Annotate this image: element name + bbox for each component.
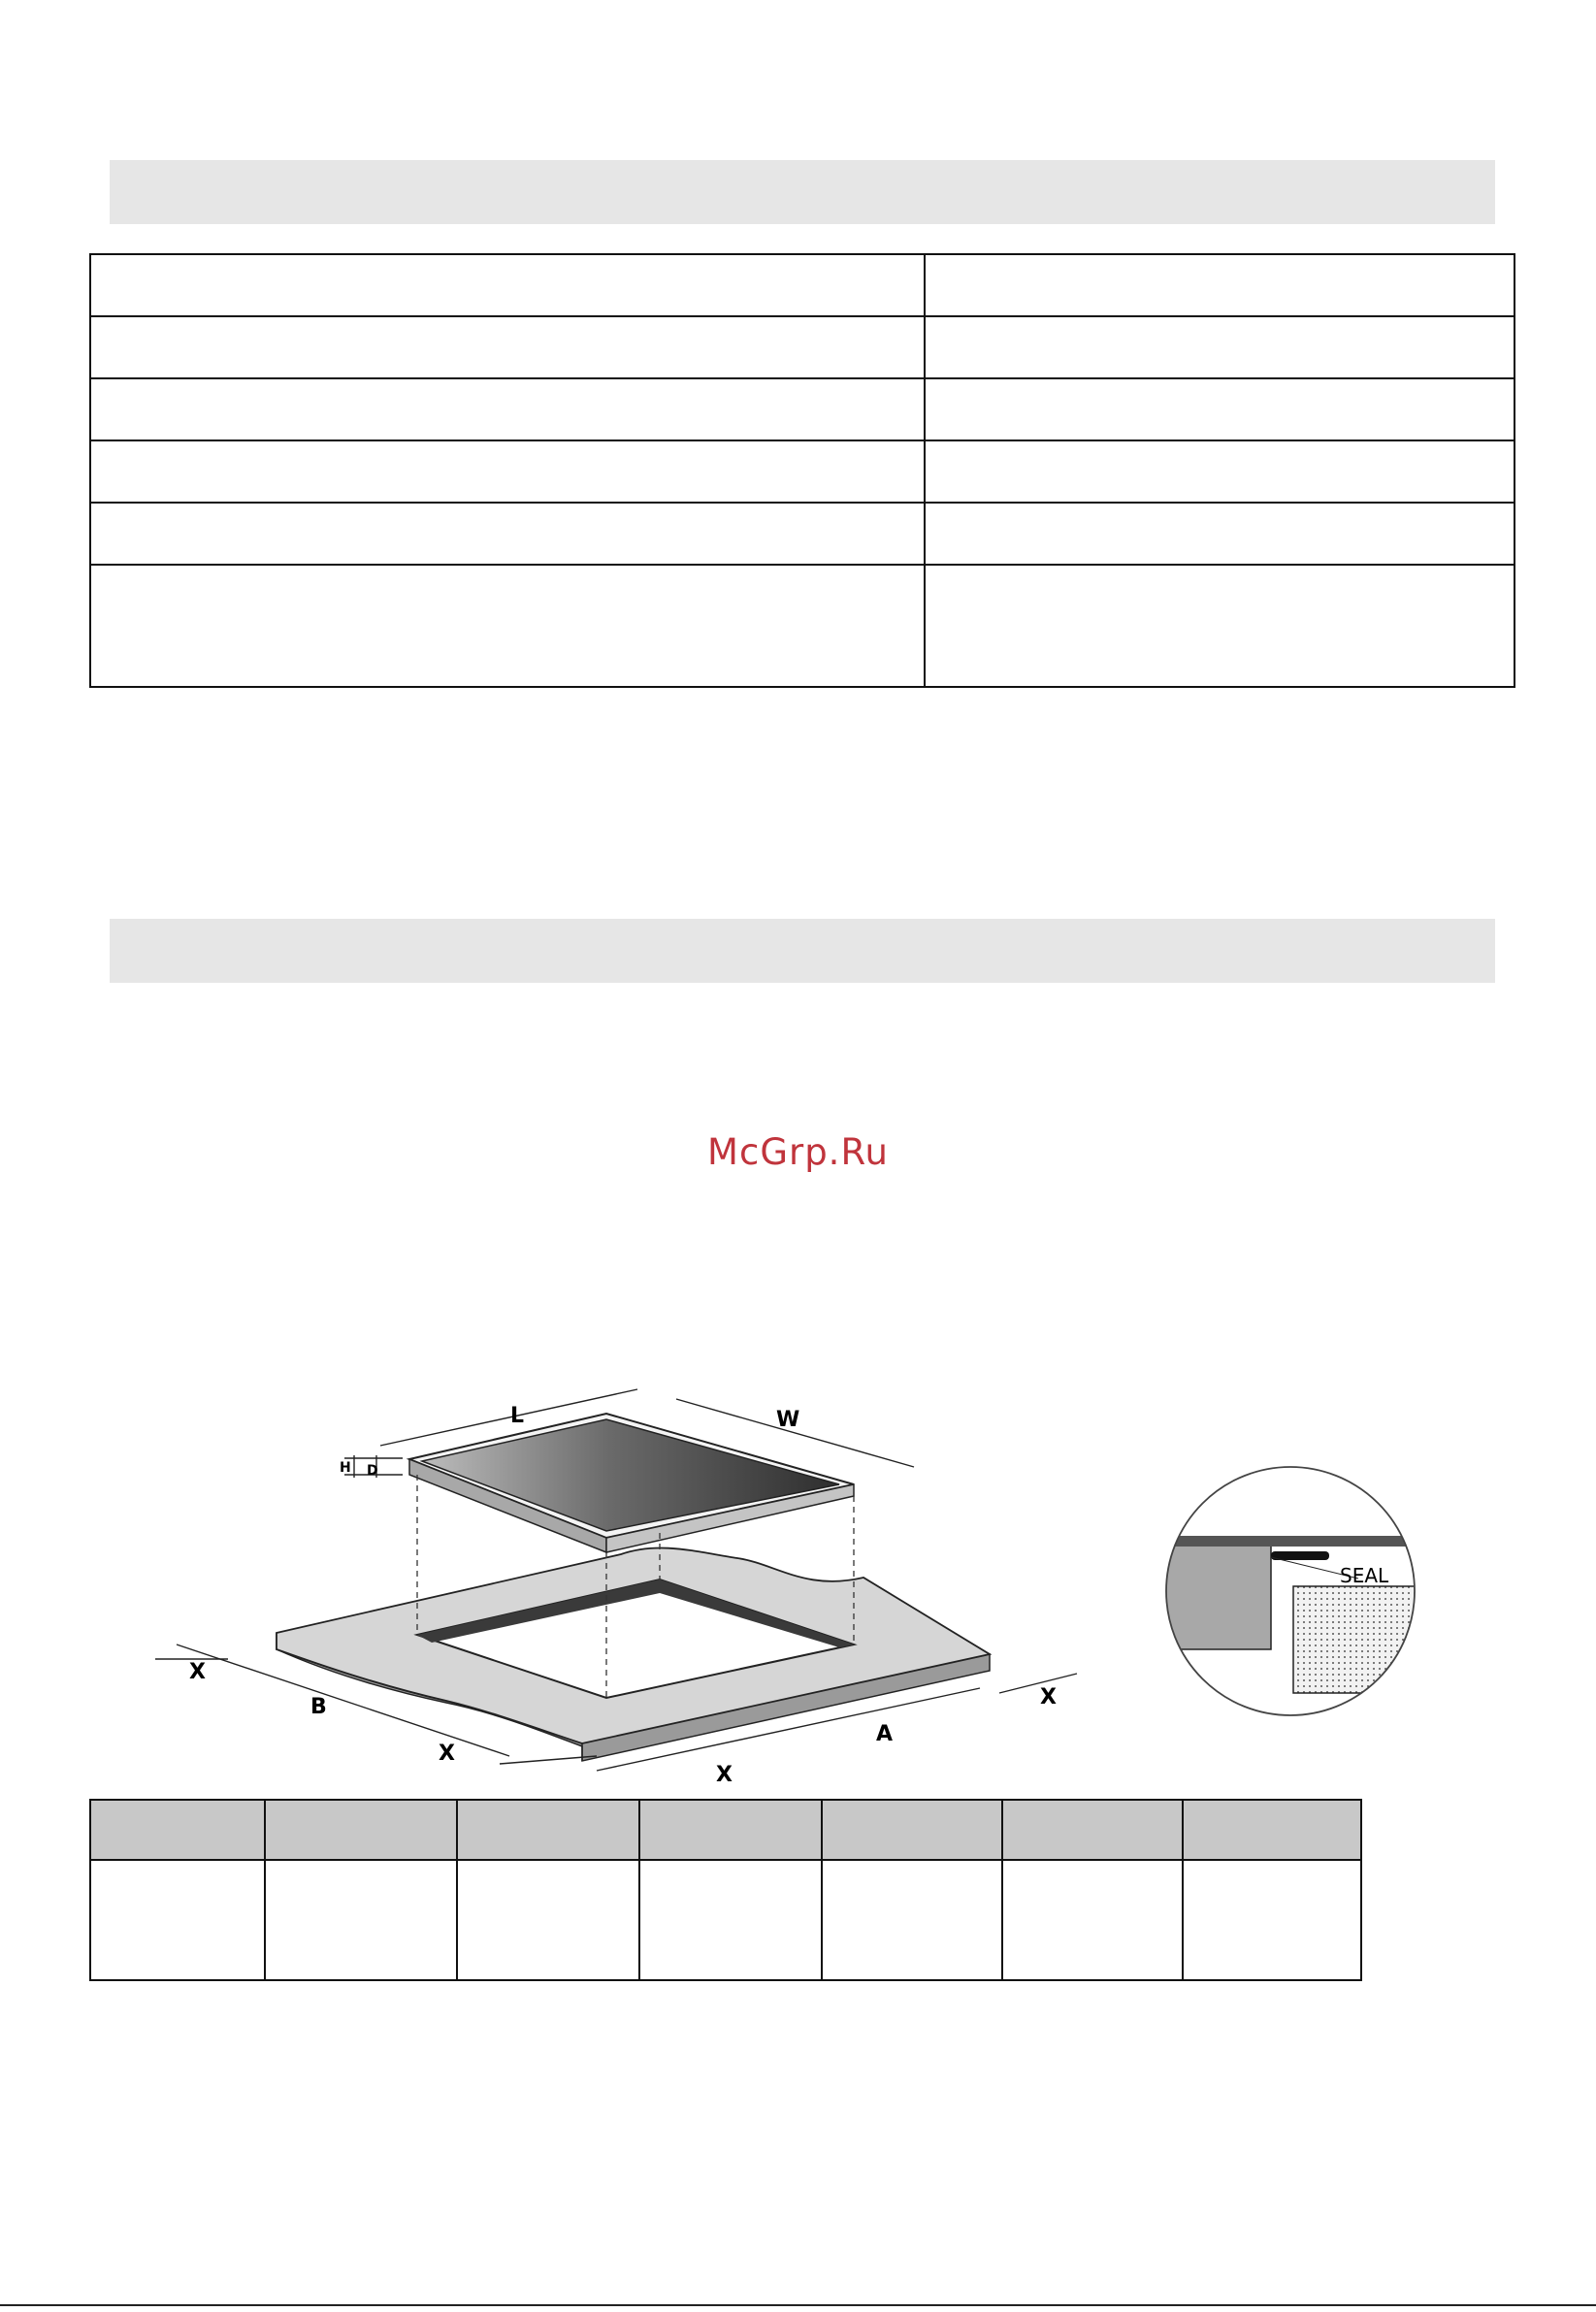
seal-detail-diagram [1150, 1450, 1431, 1732]
specification-table [89, 253, 1515, 688]
dim-label-b: B [310, 1695, 327, 1719]
seal-label: SEAL [1340, 1564, 1389, 1587]
page-bottom-rule [0, 2304, 1596, 2306]
dim-label-l: L [510, 1404, 525, 1428]
dim-label-w: W [776, 1408, 800, 1432]
table-row [90, 378, 1515, 440]
table-header-row [90, 1800, 1361, 1860]
table-row [90, 565, 1515, 687]
watermark-text: McGrp.Ru [707, 1131, 889, 1173]
dim-label-x-right: X [1040, 1685, 1057, 1710]
dim-label-h: H [340, 1460, 351, 1476]
table-row [90, 1860, 1361, 1980]
table-row [90, 440, 1515, 503]
dim-label-x-bottom-left: X [439, 1742, 455, 1766]
section-header-band-1 [110, 160, 1495, 224]
dim-label-x-left: X [189, 1660, 206, 1684]
table-row [90, 503, 1515, 565]
cooktop [409, 1414, 854, 1552]
dim-label-x-bottom: X [716, 1763, 733, 1787]
section-header-band-2 [110, 919, 1495, 983]
table-row [90, 316, 1515, 378]
dim-label-d: D [367, 1463, 378, 1479]
dimensions-table [89, 1799, 1362, 1981]
hob-installation-diagram [155, 1378, 1087, 1795]
table-row [90, 254, 1515, 316]
dim-label-a: A [876, 1722, 894, 1746]
